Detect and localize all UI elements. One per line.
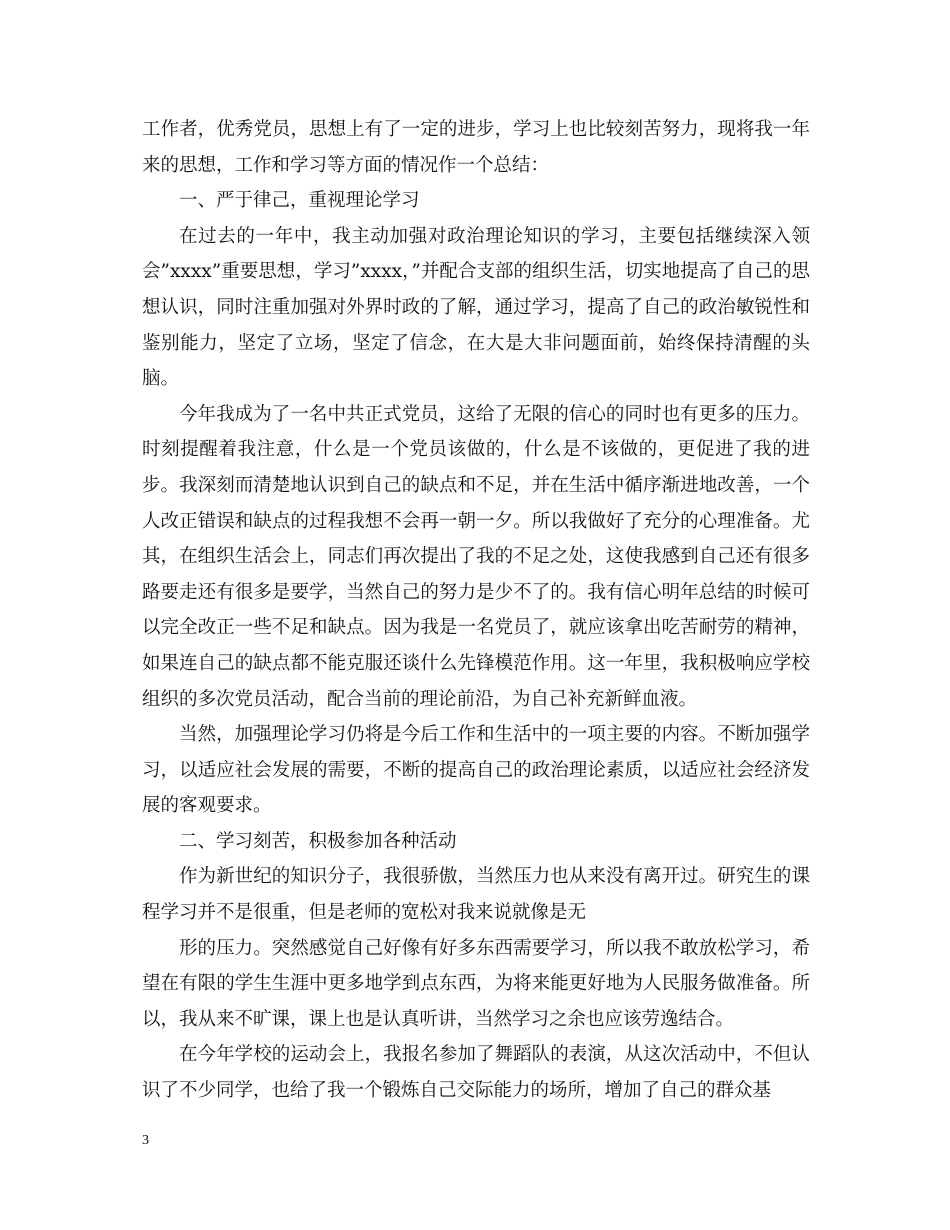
paragraph-3: 在过去的一年中，我主动加强对政治理论知识的学习，主要包括继续深入领会”xxxx”重要思想，学习”xxxx，”并配合支部的组织生活，切实地提高了自己的思想认识，同时注重加强对外界时政的了解，通过学习，提高了自己的政治敏锐性和鉴别能力，坚定了立场，坚定了信念，在大是大非问题面前，始终保持清醒的头脑。	[142, 225, 810, 390]
paragraph-8: 形的压力。突然感觉自己好像有好多东西需要学习，所以我不敢放松学习，希望在有限的学生生涯中更多地学到点东西，为将来能更好地为人民服务做准备。所以，我从来不旷课，课上也是认真听讲，当然学习之余也应该劳逸结合。	[142, 937, 810, 1030]
page-number: 3	[142, 1133, 149, 1148]
paragraph-7: 作为新世纪的知识分子，我很骄傲，当然压力也从来没有离开过。研究生的课程学习并不是很重，但是老师的宽松对我来说就像是无	[142, 866, 810, 924]
paragraph-5: 当然，加强理论学习仍将是今后工作和生活中的一项主要的内容。不断加强学习，以适应社会发展的需要，不断的提高自己的政治理论素质，以适应社会经济发展的客观要求。	[142, 724, 810, 817]
section-heading-1: 一、严于律己，重视理论学习	[179, 190, 420, 212]
section-heading-2: 二、学习刻苦，积极参加各种活动	[179, 830, 457, 852]
paragraph-4: 今年我成为了一名中共正式党员，这给了无限的信心的同时也有更多的压力。时刻提醒着我注意，什么是一个党员该做的，什么是不该做的，更促进了我的进步。我深刻而清楚地认识到自己的缺点和不足，并在生活中循序渐进地改善，一个人改正错误和缺点的过程我想不会再一朝一夕。所以我做好了充分的心理准备。尤其，在组织生活会上，同志们再次提出了我的不足之处，这使我感到自己还有很多路要走还有很多是要学，当然自己的努力是少不了的。我有信心明年总结的时候可以完全改正一些不足和缺点。因为我是一名党员了，就应该拿出吃苦耐劳的精神，如果连自己的缺点都不能克服还谈什么先锋模范作用。这一年里，我积极响应学校组织的多次党员活动，配合当前的理论前沿，为自己补充新鲜血液。	[142, 403, 810, 710]
document-body	[142, 112, 810, 1109]
paragraph-1: 工作者，优秀党员，思想上有了一定的进步，学习上也比较刻苦努力，现将我一年来的思想，工作和学习等方面的情况作一个总结：	[142, 119, 810, 176]
paragraph-9: 在今年学校的运动会上，我报名参加了舞蹈队的表演，从这次活动中，不但认识了不少同学，也给了我一个锻炼自己交际能力的场所，增加了自己的群众基	[142, 1044, 810, 1102]
